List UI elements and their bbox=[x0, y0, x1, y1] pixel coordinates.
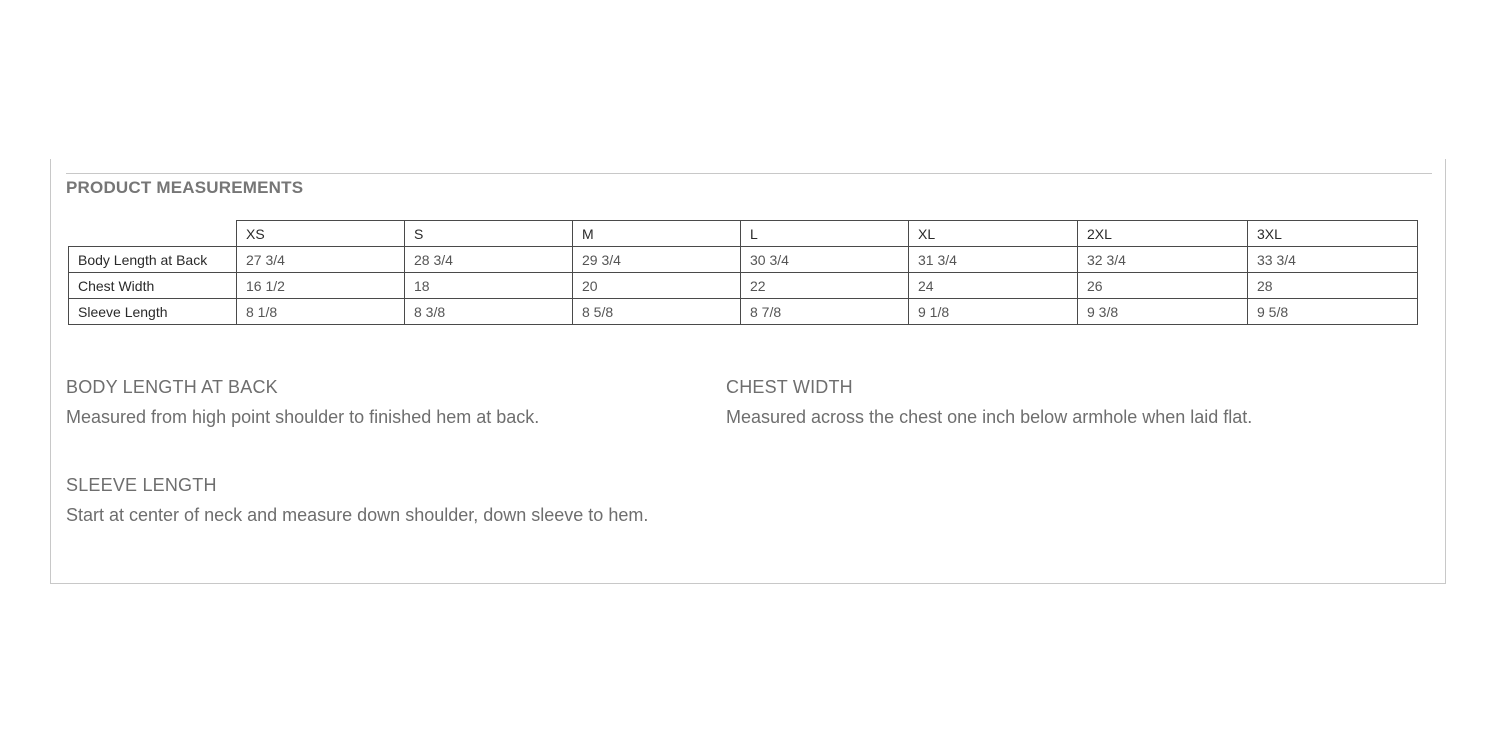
table-cell: 8 5/8 bbox=[573, 299, 741, 325]
table-cell: 8 1/8 bbox=[237, 299, 405, 325]
section-title: PRODUCT MEASUREMENTS bbox=[66, 178, 304, 197]
row-label: Sleeve Length bbox=[69, 299, 237, 325]
table-cell: 30 3/4 bbox=[741, 247, 909, 273]
table-cell: 22 bbox=[741, 273, 909, 299]
table-cell: 9 1/8 bbox=[909, 299, 1078, 325]
table-cell: 18 bbox=[405, 273, 573, 299]
table-cell: 16 1/2 bbox=[237, 273, 405, 299]
chest-width-heading: CHEST WIDTH bbox=[726, 377, 853, 397]
table-cell: 33 3/4 bbox=[1248, 247, 1418, 273]
sleeve-length-heading: SLEEVE LENGTH bbox=[66, 475, 217, 495]
table-cell: 28 bbox=[1248, 273, 1418, 299]
table-cell: 9 3/8 bbox=[1078, 299, 1248, 325]
table-cell: 24 bbox=[909, 273, 1078, 299]
size-header-row bbox=[69, 221, 1418, 247]
size-header-3xl: 3XL bbox=[1248, 221, 1418, 247]
table-cell: 32 3/4 bbox=[1078, 247, 1248, 273]
table-cell: 26 bbox=[1078, 273, 1248, 299]
size-header-xs: XS bbox=[237, 221, 405, 247]
body-length-heading: BODY LENGTH AT BACK bbox=[66, 377, 278, 397]
size-header-s: S bbox=[405, 221, 573, 247]
sleeve-length-description: Start at center of neck and measure down shoulder, down sleeve to hem. bbox=[66, 505, 649, 525]
table-row-sleeve-length bbox=[69, 299, 1418, 325]
size-header-l: L bbox=[741, 221, 909, 247]
size-chart-table bbox=[68, 220, 1418, 325]
body-length-description: Measured from high point shoulder to finished hem at back. bbox=[66, 407, 540, 427]
row-label: Chest Width bbox=[69, 273, 237, 299]
table-cell: 31 3/4 bbox=[909, 247, 1078, 273]
table-cell: 29 3/4 bbox=[573, 247, 741, 273]
chest-width-description: Measured across the chest one inch below armhole when laid flat. bbox=[726, 407, 1253, 427]
table-corner-cell bbox=[69, 221, 237, 247]
table-cell: 28 3/4 bbox=[405, 247, 573, 273]
size-header-2xl: 2XL bbox=[1078, 221, 1248, 247]
table-cell: 9 5/8 bbox=[1248, 299, 1418, 325]
table-row-body-length bbox=[69, 247, 1418, 273]
table-cell: 20 bbox=[573, 273, 741, 299]
table-cell: 8 7/8 bbox=[741, 299, 909, 325]
row-label: Body Length at Back bbox=[69, 247, 237, 273]
size-header-m: M bbox=[573, 221, 741, 247]
table-row-chest-width bbox=[69, 273, 1418, 299]
size-header-xl: XL bbox=[909, 221, 1078, 247]
table-cell: 8 3/8 bbox=[405, 299, 573, 325]
section-divider bbox=[66, 173, 1432, 174]
table-cell: 27 3/4 bbox=[237, 247, 405, 273]
